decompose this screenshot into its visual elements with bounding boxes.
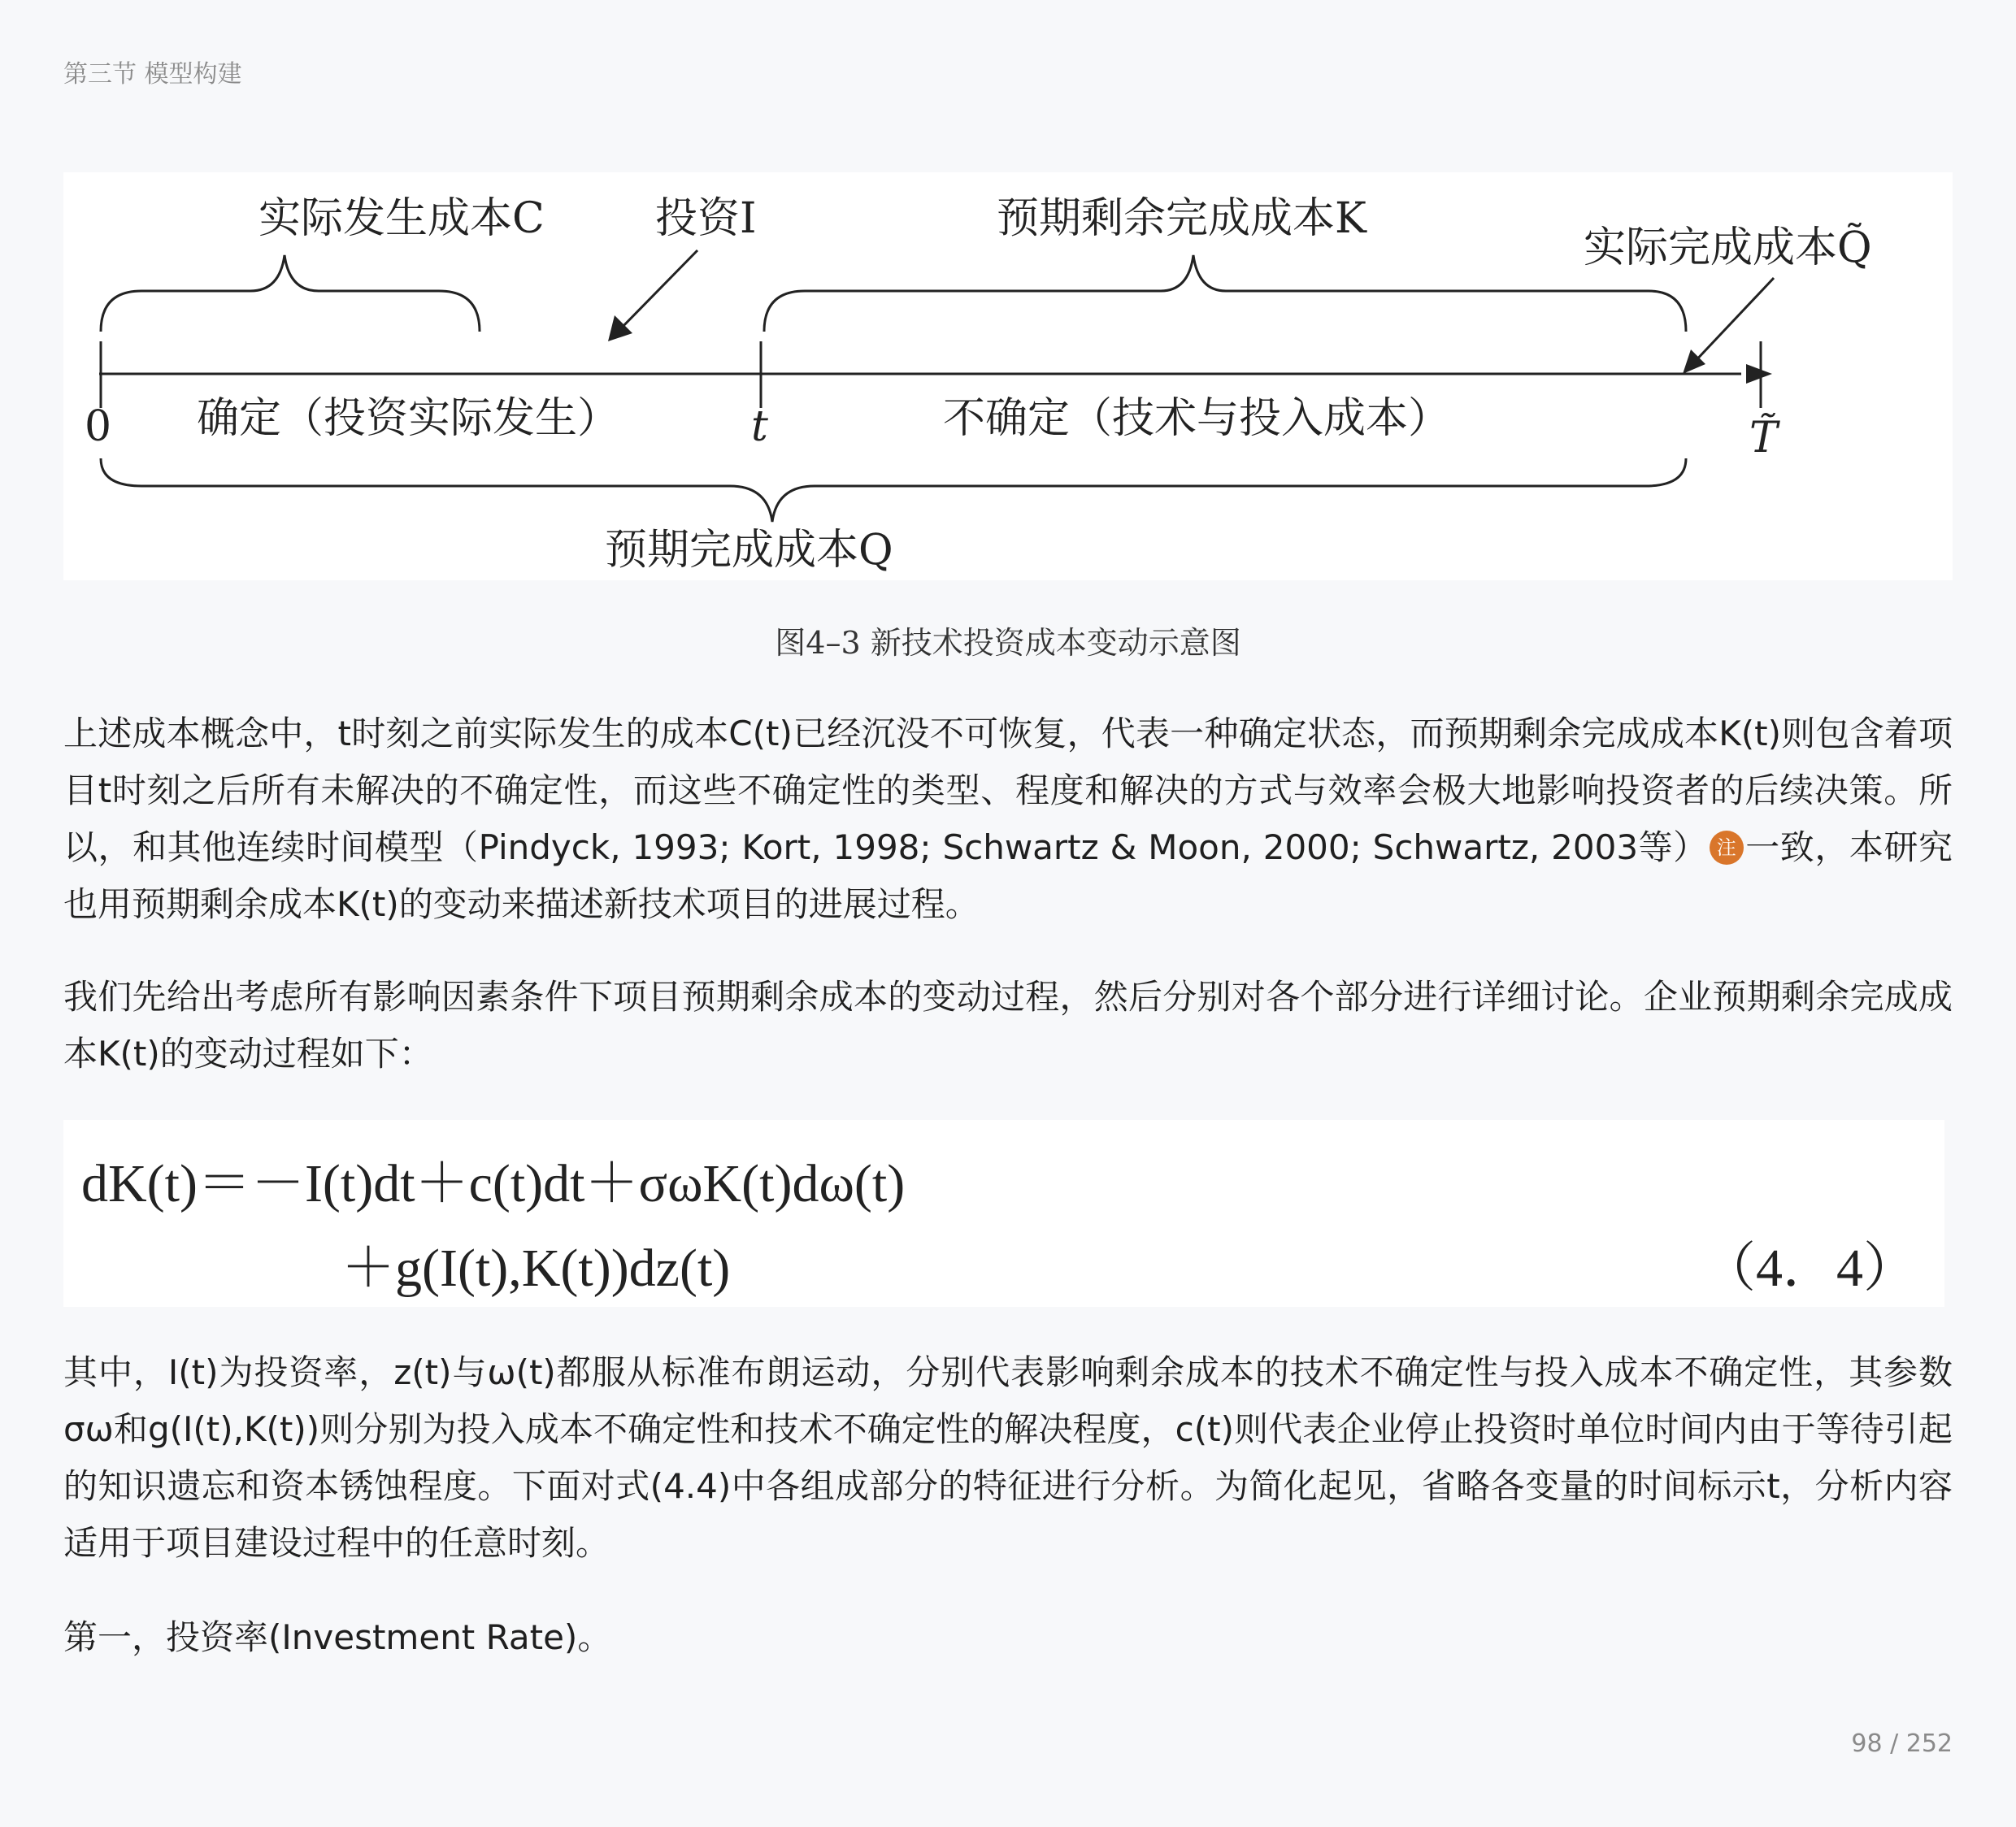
equation-number: （4．4） (1702, 1239, 1917, 1298)
paragraph-2: 我们先给出考虑所有影响因素条件下项目预期剩余成本的变动过程，然后分别对各个部分进行详细讨论。企业预期剩余完成成本K(t)的变动过程如下： (63, 977, 1953, 1074)
label-investment: 投资I (655, 194, 757, 243)
label-zero: 0 (85, 402, 112, 451)
label-uncertain: 不确定（技术与投入成本） (943, 394, 1451, 443)
equation-block (63, 1120, 1944, 1307)
brace-actual-cost (101, 255, 480, 332)
brace-expected-complete (101, 458, 1686, 522)
chapter-title: 第三节 模型构建 (63, 60, 242, 89)
paragraph-1-tail: 一致，本研究也用预期剩余成本K(t)的变动来描述新技术项目的进展过程。 (63, 827, 1953, 924)
investment-arrow (619, 250, 697, 330)
cost-diagram (63, 172, 1953, 580)
footnote-marker[interactable]: 注 (1710, 831, 1744, 865)
label-certain: 确定（投资实际发生） (197, 394, 620, 443)
label-actual-cost: 实际发生成本C (259, 194, 545, 243)
figure-caption: 图4–3 新技术投资成本变动示意图 (775, 625, 1241, 661)
timeline-arrowhead (1746, 364, 1772, 384)
label-t: t (751, 402, 768, 451)
brace-expected-remaining (764, 255, 1686, 332)
paragraph-1-text: 上述成本概念中，t时刻之前实际发生的成本C(t)已经沉没不可恢复，代表一种确定状态，而预期剩余完成成本K(t)则包含着项目t时刻之后所有未解决的不确定性，而这些不确定性的类型、程度和解决的方式与效率会极大地影响投资者的后续决策。所以，和其他连续时间模型（Pindyck, 1993; Kort, 1998; Schwartz & Moon, 2000; Schwartz, 2003等） (63, 714, 1953, 867)
paragraph-3: 其中，I(t)为投资率，z(t)与ω(t)都服从标准布朗运动，分别代表影响剩余成本的技术不确定性与投入成本不确定性，其参数σω和g(I(t),K(t))则分别为投入成本不确定性和技术不确定性的解决程度，c(t)则代表企业停止投资时单位时间内由于等待引起的知识遗忘和资本锈蚀程度。下面对式(4.4)中各组成部分的特征进行分析。为简化起见，省略各变量的时间标示t，分析内容适用于项目建设过程中的任意时刻。 (63, 1352, 1953, 1563)
label-actual-complete: 实际完成成本Q̃ (1584, 223, 1872, 272)
equation-line-2: ＋g(I(t),K(t))dz(t) (341, 1239, 731, 1298)
label-expected-complete: 预期完成成本Q (605, 526, 893, 575)
label-t-tilde: T̃ (1749, 414, 1778, 462)
paragraph-4: 第一，投资率(Investment Rate)。 (63, 1617, 612, 1657)
label-expected-remaining: 预期剩余完成成本K (997, 194, 1366, 243)
equation-line-1: dK(t)＝－I(t)dt＋c(t)dt＋σωK(t)dω(t) (81, 1154, 906, 1213)
page-number: 98 / 252 (1851, 1729, 1953, 1758)
paragraph-1 (63, 705, 1953, 933)
cost-diagram-svg (63, 172, 1953, 580)
